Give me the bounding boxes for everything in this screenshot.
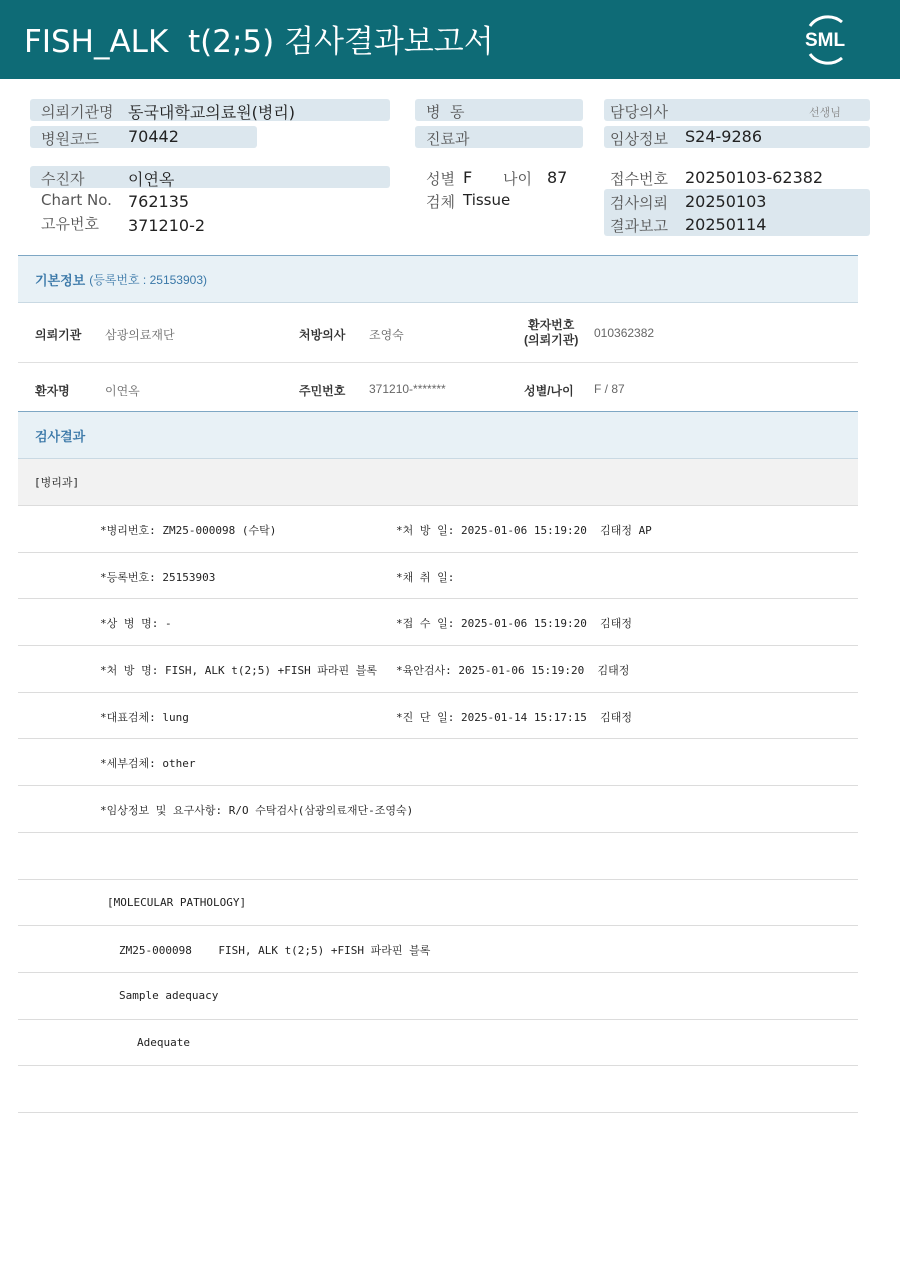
result-row [18,1066,858,1113]
doctor-suffix: 선생님 [809,106,841,119]
receipt-no-value: 20250103-62382 [685,168,824,187]
rrn-label: 주민번호 [299,384,346,398]
prescriber-label: 처방의사 [299,328,346,342]
patient-no-label: 환자번호 (의뢰기관) [524,318,579,347]
patient-value: 이연옥 [128,170,175,189]
result-row [18,880,858,927]
results-title: 검사결과 [35,428,86,444]
sample-adequacy-value: Adequate [137,1035,190,1049]
clinical-info-value: S24-9286 [685,127,763,146]
patient-no-value: 010362382 [594,326,655,340]
doctor-label: 담당의사 [610,103,668,121]
patient-name-label: 환자명 [35,384,70,398]
result-row: *병리번호: ZM25-000098 (수탁) *처 방 일: 2025-01-06 15:19:20 김태정 AP [18,506,858,553]
department-label: 진료과 [426,130,470,148]
report-header [0,0,900,79]
ward-label: 병 동 [426,103,465,121]
basic-info-row-1 [18,303,858,363]
hospital-code-value: 70442 [128,127,179,146]
result-row: *처 방 명: FISH, ALK t(2;5) +FISH 파라핀 블록 *육안검사: 2025-01-06 15:19:20 김태정 [18,646,858,693]
receipt-no-label: 접수번호 [610,170,668,188]
patient-label: 수진자 [41,170,85,188]
sex-value: F [463,168,473,187]
sample-adequacy-label: Sample adequacy [119,988,219,1002]
unique-no-label: 고유번호 [41,215,99,233]
basic-info-row-2 [18,363,858,411]
institution-label: 의뢰기관명 [41,103,114,121]
result-date-value: 20250114 [685,215,767,234]
institution-value: 동국대학교의료원(병리) [128,103,296,122]
sex-age-label: 성별/나이 [524,384,574,398]
result-row: *대표검체: lung *진 단 일: 2025-01-14 15:17:15 김태정 [18,693,858,740]
basic-info-header [18,255,858,303]
sml-logo [796,12,854,66]
inst-value: 삼광의료재단 [105,328,175,342]
inst-label: 의뢰기관 [35,328,82,342]
result-row [18,1020,858,1067]
molecular-test-line: ZM25-000098 FISH, ALK t(2;5) +FISH 파라핀 블록 [119,944,431,958]
svg-text:SML: SML [804,30,846,51]
report-title: FISH_ALK t(2;5) 검사결과보고서 [24,24,494,60]
chart-label: Chart No. [41,191,112,209]
result-row [18,973,858,1020]
age-value: 87 [547,168,568,187]
rrn-value: 371210-******* [369,382,446,396]
result-row: *세부검체: other [18,739,858,786]
chart-value: 762135 [128,192,190,211]
patient-name-value: 이연옥 [105,384,140,398]
result-row [18,926,858,973]
clinical-info-label: 임상정보 [610,130,668,148]
result-row: *임상정보 및 요구사항: R/O 수탁검사(삼광의료재단-조영숙) [18,786,858,833]
result-date-label: 결과보고 [610,217,668,235]
unique-no-value: 371210-2 [128,216,206,235]
results-header [18,411,858,459]
basic-info-title: 기본정보 [35,272,86,288]
result-row: *상 병 명: - *접 수 일: 2025-01-06 15:19:20 김태정 [18,599,858,646]
molecular-heading: [MOLECULAR PATHOLOGY] [107,895,247,909]
request-date-label: 검사의뢰 [610,194,668,212]
result-row [18,833,858,880]
request-date-value: 20250103 [685,192,767,211]
sex-label: 성별 [426,170,455,188]
department-row: [병리과] [18,459,858,506]
sex-age-value: F / 87 [594,382,625,396]
age-label: 나이 [503,170,532,188]
result-row: *등록번호: 25153903 *채 취 일: [18,553,858,600]
hospital-code-label: 병원코드 [41,130,99,148]
specimen-value: Tissue [463,191,511,209]
registration-number: (등록번호 : 25153903) [89,272,207,287]
prescriber-value: 조영숙 [369,328,404,342]
report-body [18,255,858,1113]
specimen-label: 검체 [426,193,455,211]
